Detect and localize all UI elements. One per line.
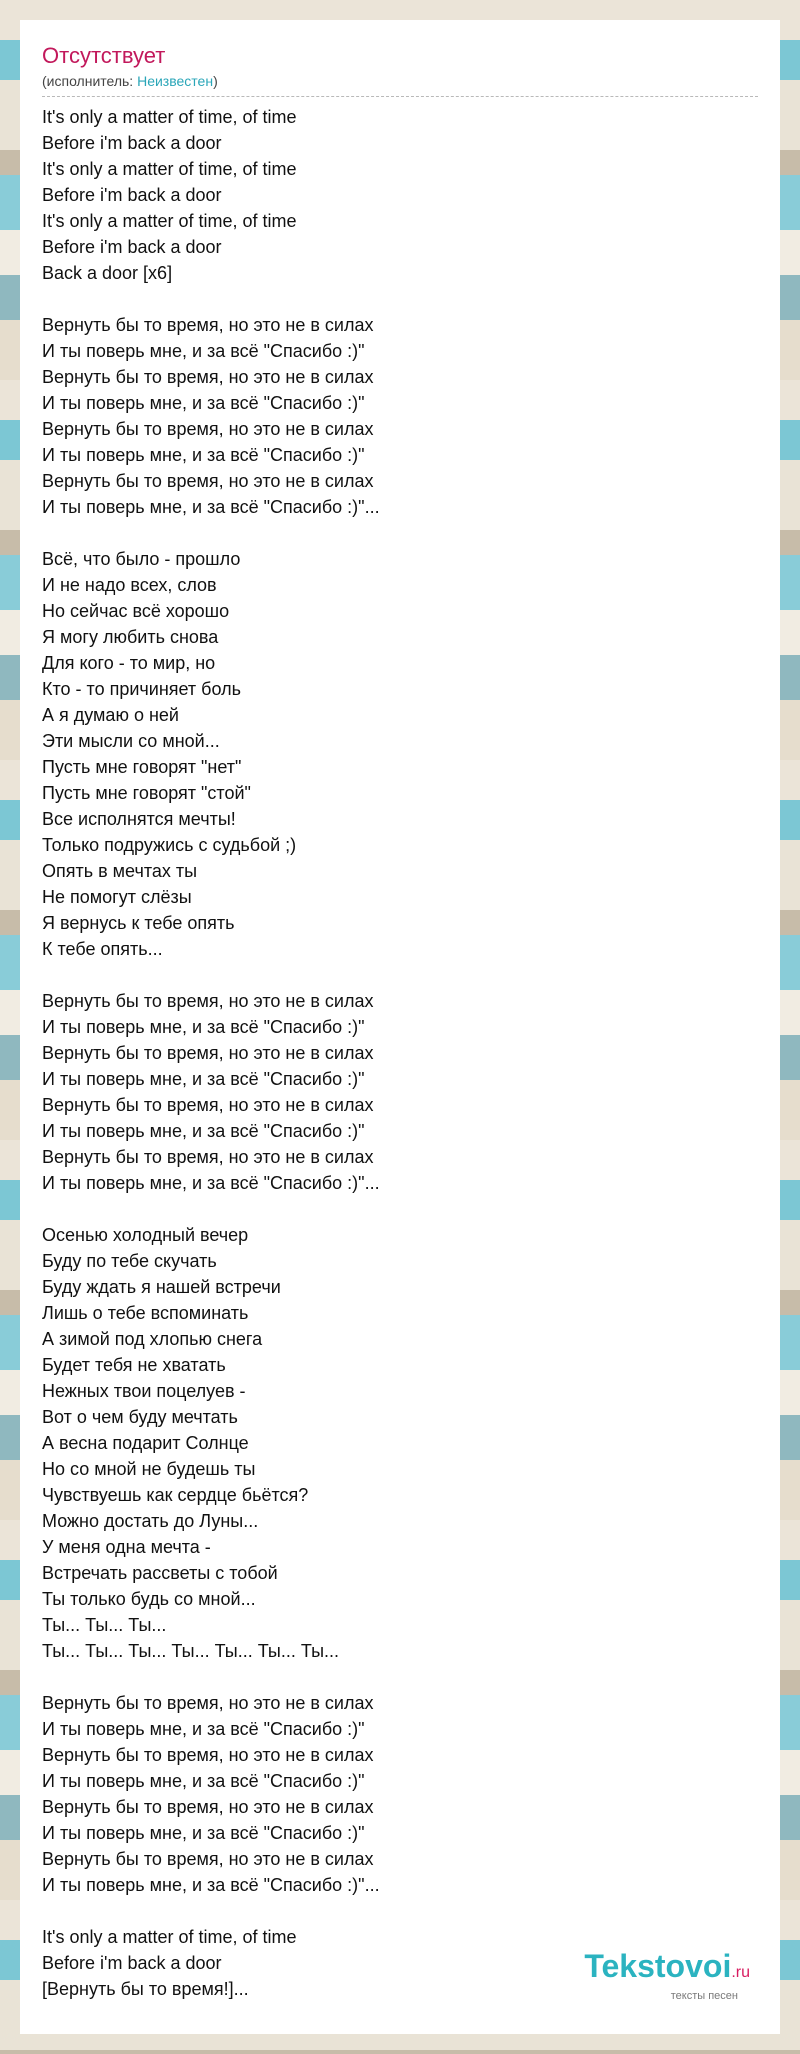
lyric-line: Эти мысли со мной... [42,731,220,751]
lyric-line: Вернуть бы то время, но это не в силах [42,1147,374,1167]
lyric-line: И ты поверь мне, и за всё "Спасибо :)" [42,341,365,361]
lyric-line: Вернуть бы то время, но это не в силах [42,991,374,1011]
stanza-break [42,520,758,546]
lyric-line: Буду ждать я нашей встречи [42,1277,281,1297]
lyric-line: Но сейчас всё хорошо [42,601,230,621]
logo-tagline: тексты песен [670,1990,738,2002]
lyric-line: It's only a matter of time, of time [42,1927,297,1947]
lyric-line: Before i'm back a door [42,185,222,205]
lyric-line: И ты поверь мне, и за всё "Спасибо :)" [42,1823,365,1843]
stanza-break [42,1898,758,1924]
lyric-line: Вернуть бы то время, но это не в силах [42,1693,374,1713]
lyric-line: Ты... Ты... Ты... [42,1615,167,1635]
lyric-line: Ты... Ты... Ты... Ты... Ты... Ты... Ты... [42,1641,340,1661]
stanza-break [42,1196,758,1222]
lyric-line: А я думаю о ней [42,705,179,725]
lyric-line: И ты поверь мне, и за всё "Спасибо :)"... [42,497,380,517]
subtitle-suffix: ) [213,73,218,89]
lyric-line: Пусть мне говорят "нет" [42,757,242,777]
lyric-line: И ты поверь мне, и за всё "Спасибо :)" [42,1017,365,1037]
lyric-line: Встречать рассветы с тобой [42,1563,278,1583]
stanza-break [42,962,758,988]
lyric-line: Чувствуешь как сердце бьётся? [42,1485,309,1505]
lyric-line: Before i'm back a door [42,1953,222,1973]
lyric-line: Я вернусь к тебе опять [42,913,235,933]
song-subtitle [42,72,758,97]
lyric-line: It's only a matter of time, of time [42,107,297,127]
lyric-line: Пусть мне говорят "стой" [42,783,251,803]
lyric-line: Вернуть бы то время, но это не в силах [42,1095,374,1115]
lyric-line: Вернуть бы то время, но это не в силах [42,1797,374,1817]
lyric-line: И ты поверь мне, и за всё "Спасибо :)" [42,1719,365,1739]
lyric-line: Ты только будь со мной... [42,1589,256,1609]
subtitle-prefix: (исполнитель: [42,73,138,89]
lyric-line: Вернуть бы то время, но это не в силах [42,1849,374,1869]
lyric-line: Опять в мечтах ты [42,861,198,881]
lyric-line: И не надо всех, слов [42,575,217,595]
lyric-line: А весна подарит Солнце [42,1433,249,1453]
lyric-line: Все исполнятся мечты! [42,809,236,829]
song-title: Отсутствует [42,43,166,68]
lyric-line: Нежных твои поцелуев - [42,1381,246,1401]
lyric-line: Я могу любить снова [42,627,219,647]
logo-tld: .ru [731,1964,750,1981]
lyric-line: И ты поверь мне, и за всё "Спасибо :)" [42,393,365,413]
lyric-line: А зимой под хлопью снега [42,1329,263,1349]
lyric-line: Осенью холодный вечер [42,1225,249,1245]
lyric-line: Вернуть бы то время, но это не в силах [42,471,374,491]
lyric-line: Буду по тебе скучать [42,1251,217,1271]
lyric-line: И ты поверь мне, и за всё "Спасибо :)" [42,1069,365,1089]
lyric-line: У меня одна мечта - [42,1537,211,1557]
logo-wordmark [584,1949,750,1990]
stanza-break [42,286,758,312]
lyric-line: Before i'm back a door [42,133,222,153]
lyric-line: It's only a matter of time, of time [42,211,297,231]
lyric-line: It's only a matter of time, of time [42,159,297,179]
lyric-line: Вернуть бы то время, но это не в силах [42,367,374,387]
stanza-break [42,1664,758,1690]
lyric-line: Before i'm back a door [42,237,222,257]
lyric-line: И ты поверь мне, и за всё "Спасибо :)" [42,1121,365,1141]
lyric-line: Кто - то причиняет боль [42,679,241,699]
lyric-line: И ты поверь мне, и за всё "Спасибо :)"... [42,1173,380,1193]
logo-name: Tekstovoi [584,1948,732,1984]
lyric-line: Вернуть бы то время, но это не в силах [42,1043,374,1063]
lyric-line: Лишь о тебе вспоминать [42,1303,249,1323]
lyric-line: Только подружись с судьбой ;) [42,835,297,855]
lyric-line: Не помогут слёзы [42,887,192,907]
lyric-line: И ты поверь мне, и за всё "Спасибо :)" [42,1771,365,1791]
lyric-line: Вернуть бы то время, но это не в силах [42,315,374,335]
lyric-line: К тебе опять... [42,939,163,959]
lyric-line: Для кого - то мир, но [42,653,216,673]
lyric-line: [Вернуть бы то время!]... [42,1979,249,1999]
lyrics-body [42,104,758,2002]
artist-link[interactable]: Неизвестен [137,73,214,89]
lyrics-card [20,20,780,2034]
lyric-line: И ты поверь мне, и за всё "Спасибо :)" [42,445,365,465]
lyric-line: Вот о чем буду мечтать [42,1407,238,1427]
site-logo[interactable] [584,1949,750,2002]
lyric-line: Back a door [x6] [42,263,173,283]
lyric-line: Будет тебя не хватать [42,1355,226,1375]
lyric-line: Но со мной не будешь ты [42,1459,256,1479]
lyric-line: И ты поверь мне, и за всё "Спасибо :)"... [42,1875,380,1895]
lyric-line: Можно достать до Луны... [42,1511,259,1531]
lyric-line: Вернуть бы то время, но это не в силах [42,419,374,439]
lyric-line: Всё, что было - прошло [42,549,241,569]
lyric-line: Вернуть бы то время, но это не в силах [42,1745,374,1765]
